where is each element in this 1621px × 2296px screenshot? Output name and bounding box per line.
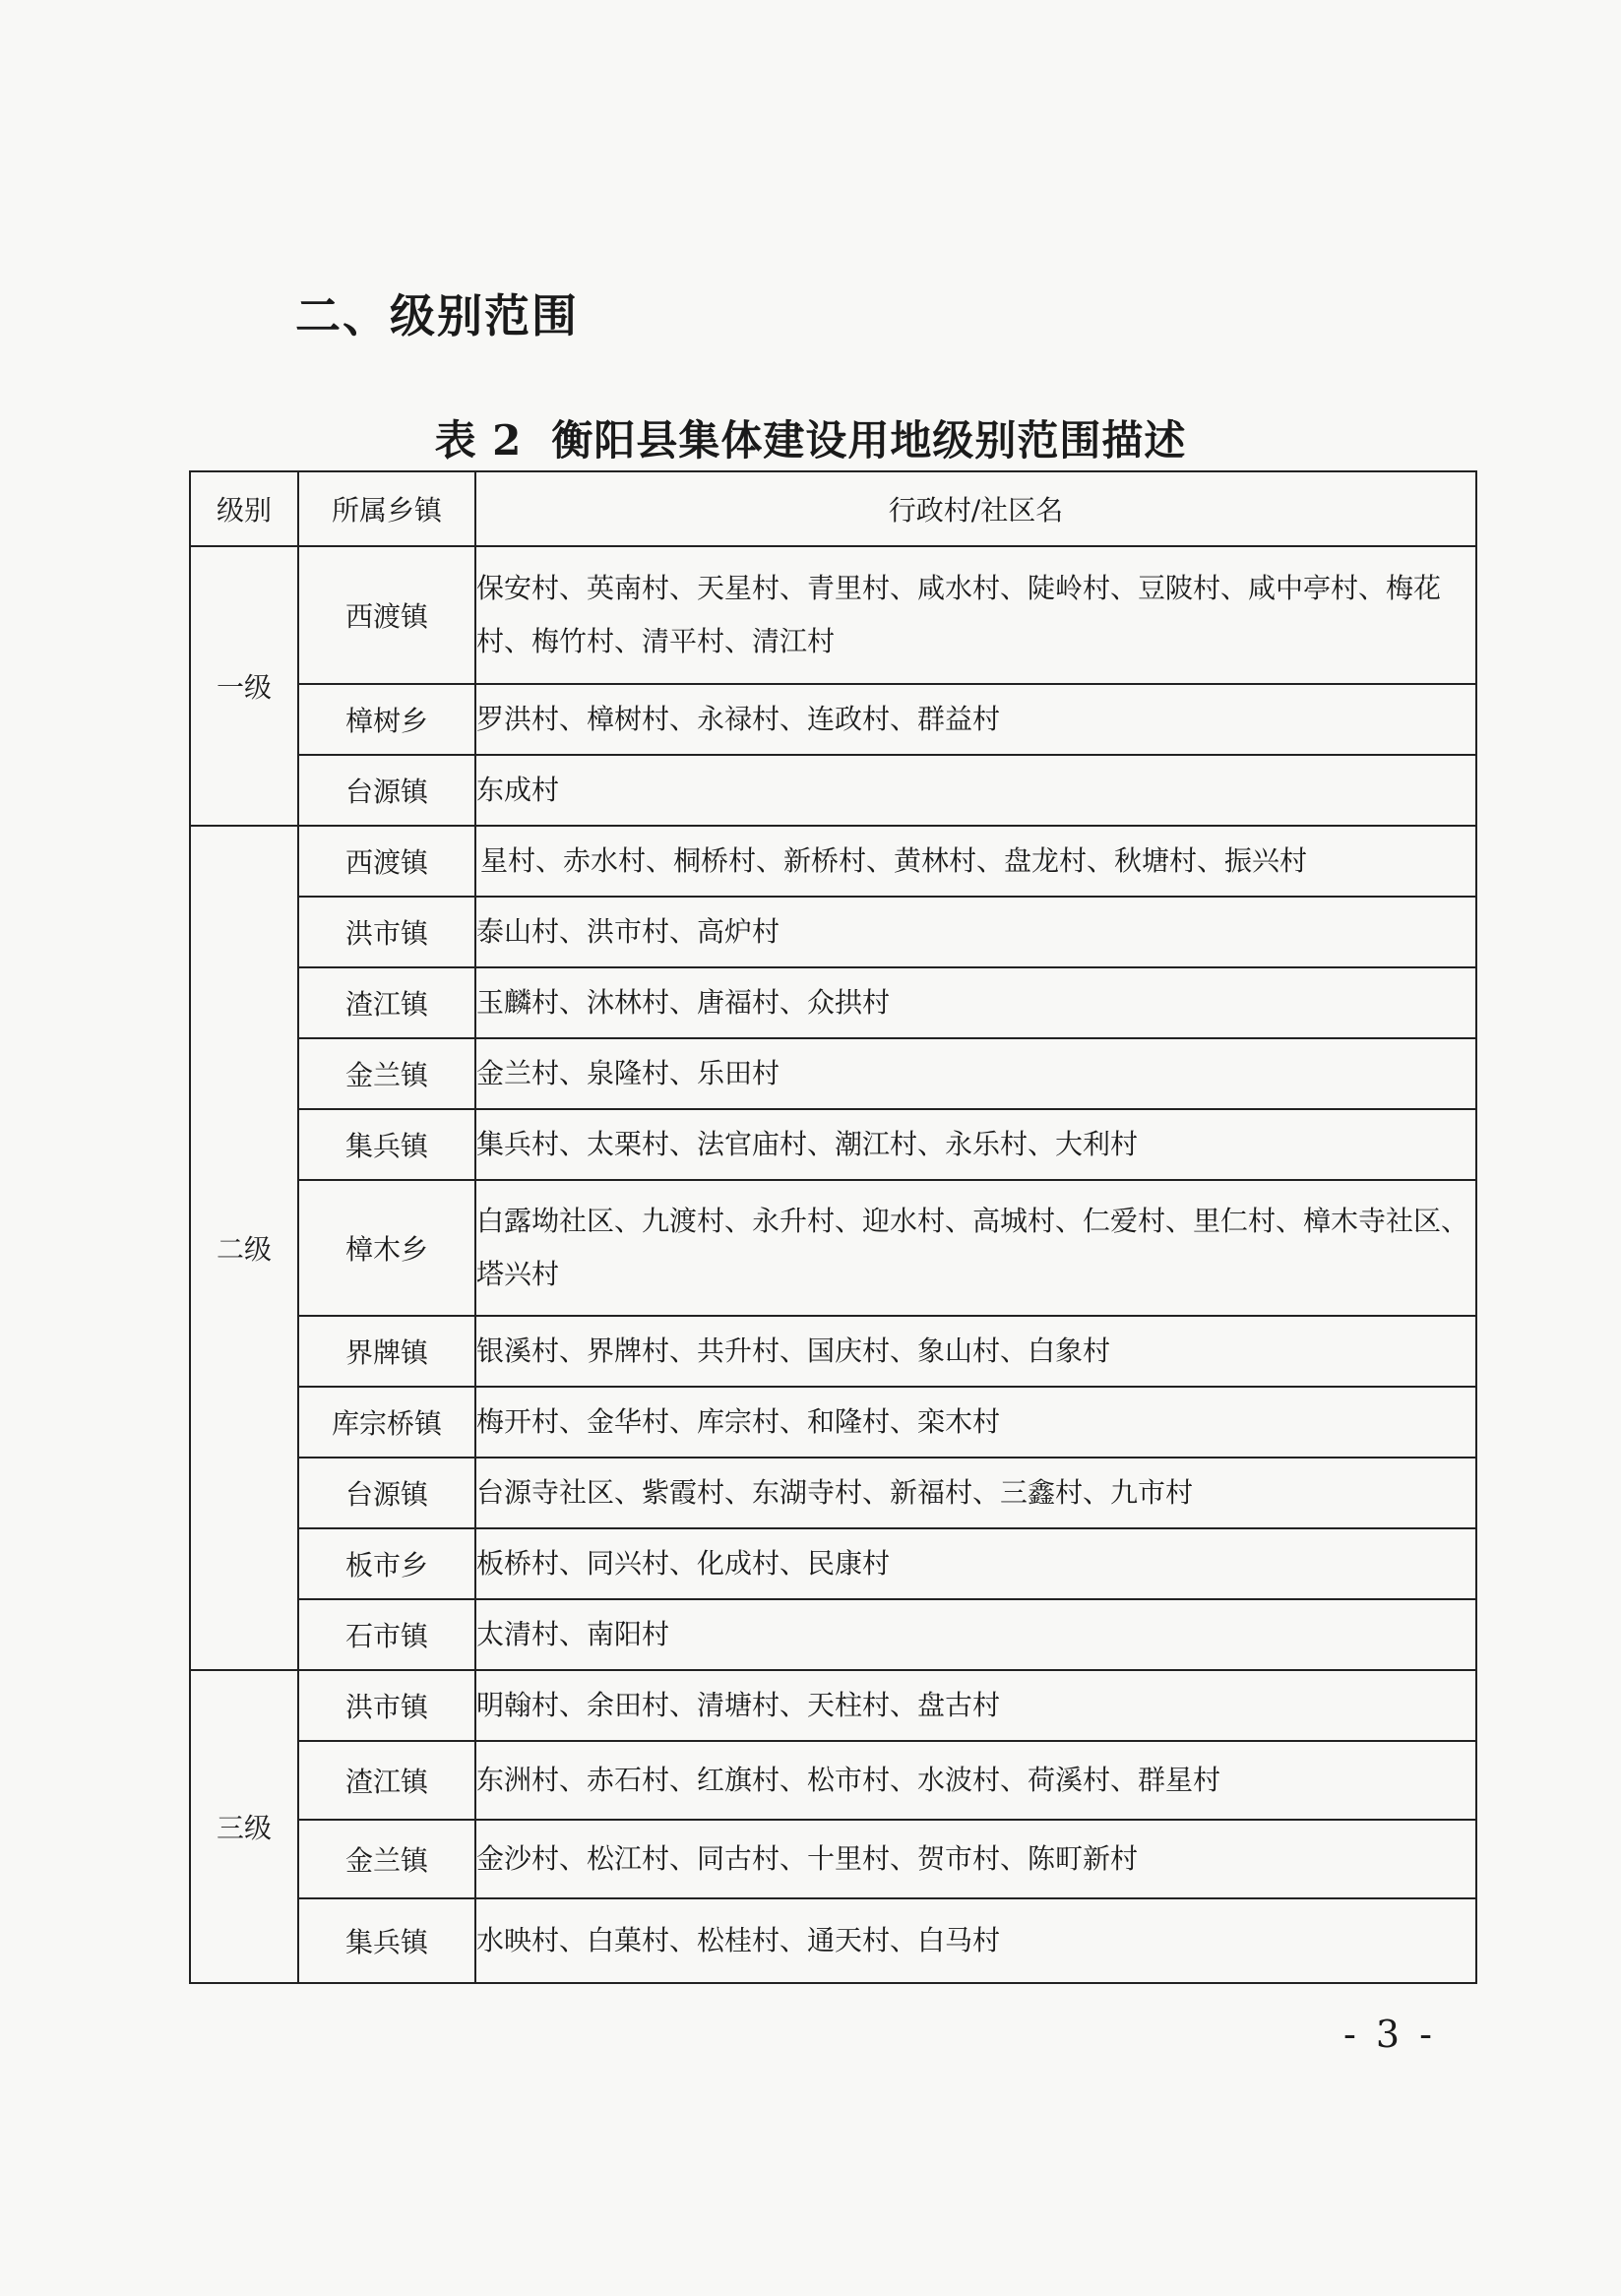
header-villages: 行政村/社区名 [475,471,1476,546]
table-row [190,967,1476,1038]
villages-cell: 板桥村、同兴村、化成村、民康村 [475,1528,1476,1599]
table-row [190,1316,1476,1387]
town-cell: 板市乡 [298,1528,475,1599]
villages-cell: 玉麟村、沐林村、唐福村、众拱村 [475,967,1476,1038]
town-cell: 西渡镇 [298,546,475,684]
town-cell: 樟树乡 [298,684,475,755]
villages-cell: 集兵村、太栗村、法官庙村、潮江村、永乐村、大利村 [475,1109,1476,1180]
table-row [190,1180,1476,1316]
town-cell: 台源镇 [298,755,475,826]
villages-cell: 白露坳社区、九渡村、永升村、迎水村、高城村、仁爱村、里仁村、樟木寺社区、塔兴村 [475,1180,1476,1316]
table-title [0,408,1621,467]
level-range-table [189,470,1477,1984]
table-row [190,1109,1476,1180]
table-row [190,1528,1476,1599]
villages-cell: 金兰村、泉隆村、乐田村 [475,1038,1476,1109]
table-header-row [190,471,1476,546]
town-cell: 西渡镇 [298,826,475,897]
table-number: 表 2 [434,416,523,465]
villages-cell: 太清村、南阳村 [475,1599,1476,1670]
table-row [190,1458,1476,1528]
villages-cell: 保安村、英南村、天星村、青里村、咸水村、陡岭村、豆陂村、咸中亭村、梅花村、梅竹村、清平村、清江村 [475,546,1476,684]
villages-cell: 罗洪村、樟树村、永禄村、连政村、群益村 [475,684,1476,755]
town-cell: 金兰镇 [298,1820,475,1898]
table-row [190,1670,1476,1741]
town-cell: 渣江镇 [298,967,475,1038]
villages-cell: 银溪村、界牌村、共升村、国庆村、象山村、白象村 [475,1316,1476,1387]
town-cell: 库宗桥镇 [298,1387,475,1458]
table-row [190,826,1476,897]
section-title: 二、级别范围 [295,289,579,342]
town-cell: 金兰镇 [298,1038,475,1109]
level-cell: 一级 [190,546,298,826]
table-row [190,1820,1476,1898]
villages-cell: 水映村、白菓村、松桂村、通天村、白马村 [475,1898,1476,1983]
town-cell: 渣江镇 [298,1741,475,1820]
villages-cell: 东成村 [475,755,1476,826]
villages-cell: 星村、赤水村、桐桥村、新桥村、黄林村、盘龙村、秋塘村、振兴村 [475,826,1476,897]
table-row [190,1898,1476,1983]
town-cell: 洪市镇 [298,1670,475,1741]
villages-cell: 金沙村、松江村、同古村、十里村、贺市村、陈町新村 [475,1820,1476,1898]
level-cell: 二级 [190,826,298,1670]
level-cell: 三级 [190,1670,298,1983]
table-row [190,897,1476,967]
town-cell: 樟木乡 [298,1180,475,1316]
villages-cell: 东洲村、赤石村、红旗村、松市村、水波村、荷溪村、群星村 [475,1741,1476,1820]
table-row [190,546,1476,684]
town-cell: 集兵镇 [298,1898,475,1983]
town-cell: 集兵镇 [298,1109,475,1180]
table-row [190,1387,1476,1458]
villages-cell: 台源寺社区、紫霞村、东湖寺村、新福村、三鑫村、九市村 [475,1458,1476,1528]
town-cell: 洪市镇 [298,897,475,967]
header-level: 级别 [190,471,298,546]
header-town: 所属乡镇 [298,471,475,546]
table-row [190,1599,1476,1670]
table-row [190,1038,1476,1109]
villages-cell: 梅开村、金华村、库宗村、和隆村、栾木村 [475,1387,1476,1458]
table-row [190,1741,1476,1820]
table-caption: 衡阳县集体建设用地级别范围描述 [551,416,1187,465]
table-row [190,684,1476,755]
town-cell: 界牌镇 [298,1316,475,1387]
villages-cell: 明翰村、余田村、清塘村、天柱村、盘古村 [475,1670,1476,1741]
page-number: - 3 - [1343,2013,1437,2056]
villages-cell: 泰山村、洪市村、高炉村 [475,897,1476,967]
town-cell: 台源镇 [298,1458,475,1528]
table-row [190,755,1476,826]
town-cell: 石市镇 [298,1599,475,1670]
